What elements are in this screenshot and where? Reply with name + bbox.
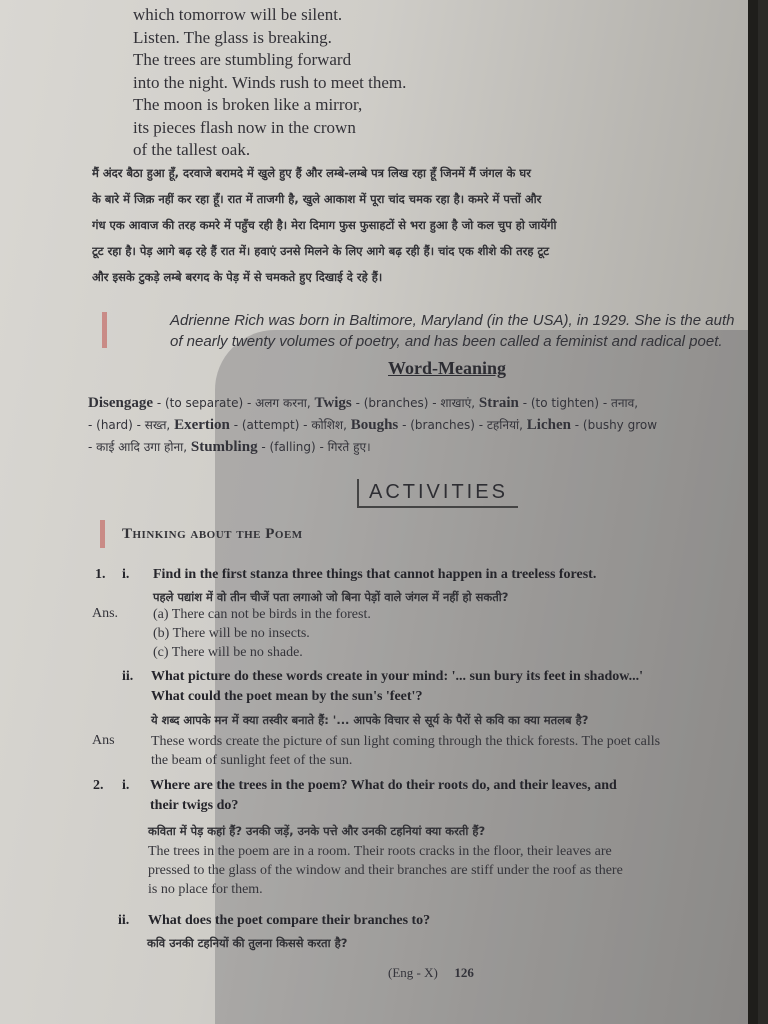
poem-line: into the night. Winds rush to meet them. <box>133 72 407 92</box>
question-text: What does the poet compare their branches to? <box>148 913 431 928</box>
question-hindi: ये शब्द आपके मन में क्या तस्वीर बनाते हैं: '... आपके विचार से सूर्य के पैरों से कवि का क्या मतलब है? <box>151 713 589 727</box>
page-edge <box>748 0 758 1024</box>
definition: - काई आदि उगा होना, <box>88 440 191 454</box>
answer-line: (c) There will be no shade. <box>153 645 303 660</box>
poem-line: Listen. The glass is breaking. <box>133 27 332 47</box>
answer-label: Ans <box>92 733 115 748</box>
poem-line: its pieces flash now in the crown <box>133 117 356 137</box>
answer-line: (a) There can not be birds in the forest. <box>153 607 371 622</box>
term: Twigs <box>314 395 352 411</box>
definition: - (to tighten) - तनाव, <box>518 396 639 410</box>
section-accent-bar <box>100 520 105 548</box>
term: Disengage <box>88 395 153 411</box>
term: Exertion <box>174 417 230 433</box>
hindi-line: टूट रहा है। पेड़ आगे बढ़ रहे हैं रात में। हवाएं उनसे मिलने के लिए आगे बढ़ रही हैं। चांद एक शीशे की तरह टूट <box>92 244 550 258</box>
question-hindi: कविता में पेड़ कहां हैं? उनकी जड़ें, उनके पत्ते और उनकी टहनियां क्या करती हैं? <box>148 824 486 838</box>
definition: - (to separate) - अलग करना, <box>153 396 315 410</box>
page-footer <box>388 965 474 981</box>
word-meaning-list <box>88 392 657 458</box>
bio-line: of nearly twenty volumes of poetry, and has been called a feminist and radical poet. <box>170 333 723 350</box>
question-roman: ii. <box>118 913 130 928</box>
question-roman: ii. <box>122 669 134 684</box>
word-meaning-line <box>88 392 657 414</box>
poem-line: of the tallest oak. <box>133 140 251 159</box>
author-bio <box>170 310 734 352</box>
hindi-line: के बारे में जिक्र नहीं कर रहा हूँ। रात में ताजगी है, खुले आकाश में पूरा चांद चमक रहा है। कमरे में पत्तों और <box>92 192 542 206</box>
page-number: 126 <box>454 965 474 980</box>
poem-line: The moon is broken like a mirror, <box>133 95 363 114</box>
poem-line: which tomorrow will be silent. <box>133 5 343 24</box>
bio-accent-bar <box>102 312 107 348</box>
question-text: What could the poet mean by the sun's 'feet'? <box>151 689 423 704</box>
definition: - (falling) - गिरते हुए। <box>257 440 371 454</box>
definition: - (attempt) - कोशिश, <box>229 418 351 432</box>
definition: - (hard) - सख्त, <box>88 418 175 432</box>
question-text: Find in the first stanza three things that cannot happen in a treeless forest. <box>153 567 597 582</box>
term: Boughs <box>350 417 399 433</box>
term: Lichen <box>526 417 571 433</box>
activities-heading: ACTIVITIES <box>357 479 518 508</box>
question-text: What picture do these words create in your mind: '... sun bury its feet in shadow...' <box>151 669 643 684</box>
question-roman: i. <box>122 567 130 582</box>
question-hindi: पहले पद्यांश में वो तीन चीजें पता लगाओ जो बिना पेड़ों वाले जंगल में नहीं हो सकती? <box>153 590 509 604</box>
answer-line: (b) There will be no insects. <box>153 626 310 641</box>
bio-line: Adrienne Rich was born in Baltimore, Maryland (in the USA), in 1929. She is the auth <box>170 312 735 329</box>
hindi-translation <box>92 160 752 290</box>
poem-stanza <box>133 4 406 162</box>
answer-line: is no place for them. <box>148 882 263 897</box>
definition: - (branches) - शाखाएं, <box>351 396 479 410</box>
question-number: 1. <box>95 567 106 582</box>
book-code: (Eng - X) <box>388 965 438 980</box>
definition: - (branches) - टहनियां, <box>398 418 527 432</box>
answer-line: the beam of sunlight feet of the sun. <box>151 753 353 768</box>
answer-line: The trees in the poem are in a room. Their roots cracks in the floor, their leaves are <box>148 844 612 859</box>
question-roman: i. <box>122 778 130 793</box>
answer-line: These words create the picture of sun light coming through the thick forests. The poet calls <box>151 734 661 749</box>
definition: - (bushy grow <box>570 418 658 432</box>
section-heading: Thinking about the Poem <box>122 526 303 542</box>
question-text: Where are the trees in the poem? What do their roots do, and their leaves, and <box>150 778 617 793</box>
hindi-line: गंध एक आवाज की तरह कमरे में पहुँच रही है। मेरा दिमाग फुस फुसाहटों से भरा हुआ है जो कल चुप हो जायेंगी <box>92 218 557 232</box>
word-meaning-line <box>88 436 657 458</box>
answer-label: Ans. <box>92 606 119 621</box>
term: Strain <box>478 395 519 411</box>
hindi-line: और इसके टुकड़े लम्बे बरगद के पेड़ में से चमकते हुए दिखाई दे रहे हैं। <box>92 270 383 284</box>
question-hindi: कवि उनकी टहनियों की तुलना किससे करता है? <box>147 936 348 950</box>
hindi-line: मैं अंदर बैठा हुआ हूँ, दरवाजे बरामदे में खुले हुए हैं और लम्बे-लम्बे पत्र लिख रहा हूँ जिनमें मैं जंगल के घर <box>92 166 531 180</box>
answer-line: pressed to the glass of the window and their branches are stiff under the roof as there <box>148 863 623 878</box>
poem-line: The trees are stumbling forward <box>133 50 352 69</box>
question-text: their twigs do? <box>150 798 239 813</box>
word-meaning-line <box>88 414 657 436</box>
word-meaning-heading: Word-Meaning <box>388 358 507 378</box>
question-number: 2. <box>93 778 104 793</box>
term: Stumbling <box>190 439 258 455</box>
